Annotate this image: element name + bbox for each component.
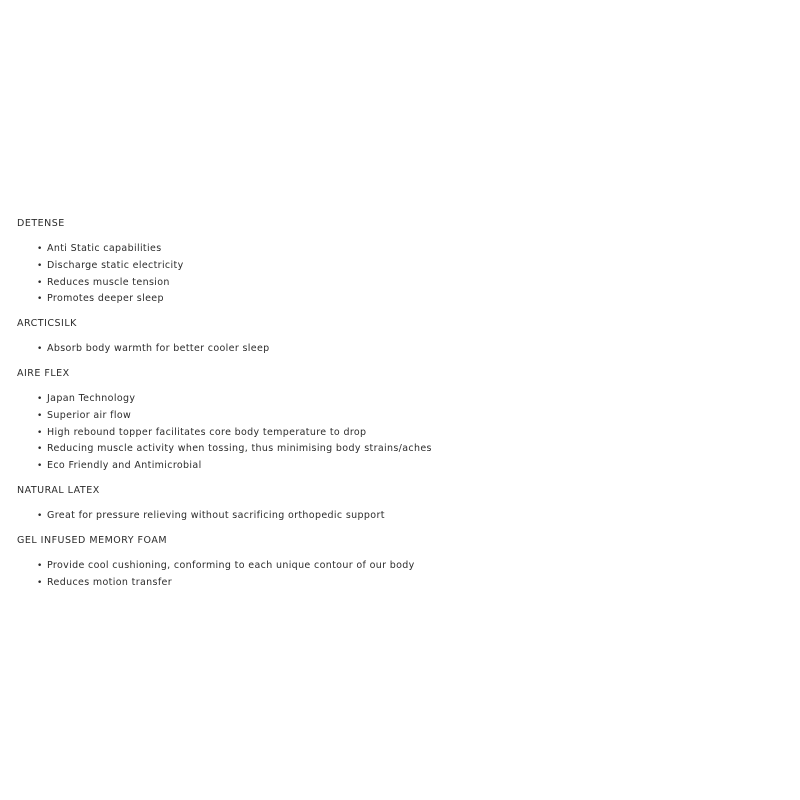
list-item	[37, 558, 777, 575]
bullet-icon: •	[37, 410, 43, 421]
bullet-icon: •	[37, 244, 43, 254]
feature-list	[17, 508, 777, 525]
feature-list	[17, 241, 777, 308]
list-item	[37, 341, 777, 358]
list-item	[37, 508, 777, 525]
list-item-text: Anti Static capabilities	[47, 243, 162, 254]
bullet-icon: •	[37, 560, 43, 571]
list-item	[37, 258, 777, 275]
bullet-icon: •	[37, 444, 43, 455]
list-item-text: Reduces muscle tension	[47, 276, 170, 288]
section-heading: DETENSE	[17, 218, 65, 229]
list-item-text: Japan Technology	[47, 392, 136, 404]
section-detense	[17, 216, 777, 308]
section-heading: GEL INFUSED MEMORY FOAM	[17, 534, 168, 546]
bullet-icon: •	[37, 277, 43, 288]
list-item	[37, 291, 777, 308]
list-item	[37, 575, 777, 592]
list-item	[37, 425, 777, 442]
section-heading: AIRE FLEX	[17, 367, 70, 379]
product-features	[17, 216, 777, 599]
list-item-text: Absorb body warmth for better cooler sleep	[47, 343, 270, 355]
section-heading: ARCTICSILK	[17, 318, 77, 330]
section-heading: NATURAL LATEX	[17, 484, 100, 496]
bullet-icon: •	[37, 294, 43, 305]
bullet-icon: •	[37, 344, 43, 355]
list-item-text: Reduces motion transfer	[47, 576, 172, 588]
bullet-icon: •	[37, 461, 43, 472]
section-natural-latex	[17, 483, 777, 525]
feature-list	[17, 391, 777, 475]
feature-list	[17, 341, 777, 358]
list-item-text: High rebound topper facilitates core body temperature to drop	[47, 426, 367, 438]
section-arcticsilk	[17, 316, 777, 358]
list-item-text: Eco Friendly and Antimicrobial	[47, 460, 202, 472]
list-item-text: Great for pressure relieving without sacrificing orthopedic support	[47, 509, 385, 521]
bullet-icon: •	[37, 510, 43, 521]
list-item	[37, 391, 777, 408]
list-item-text: Provide cool cushioning, conforming to each unique contour of our body	[47, 559, 415, 571]
list-item	[37, 458, 777, 475]
list-item-text: Promotes deeper sleep	[47, 293, 164, 305]
list-item	[37, 441, 777, 458]
list-item-text: Superior air flow	[47, 409, 132, 421]
list-item-text: Discharge static electricity	[47, 259, 184, 271]
bullet-icon: •	[37, 393, 43, 404]
list-item	[37, 408, 777, 425]
bullet-icon: •	[37, 260, 43, 271]
bullet-icon: •	[37, 577, 43, 588]
list-item	[37, 241, 777, 258]
list-item	[37, 275, 777, 292]
section-aire-flex	[17, 366, 777, 475]
list-item-text: Reducing muscle activity when tossing, thus minimising body strains/aches	[47, 443, 432, 455]
feature-list	[17, 558, 777, 592]
section-gel-infused-memory-foam	[17, 533, 777, 592]
bullet-icon: •	[37, 427, 43, 438]
